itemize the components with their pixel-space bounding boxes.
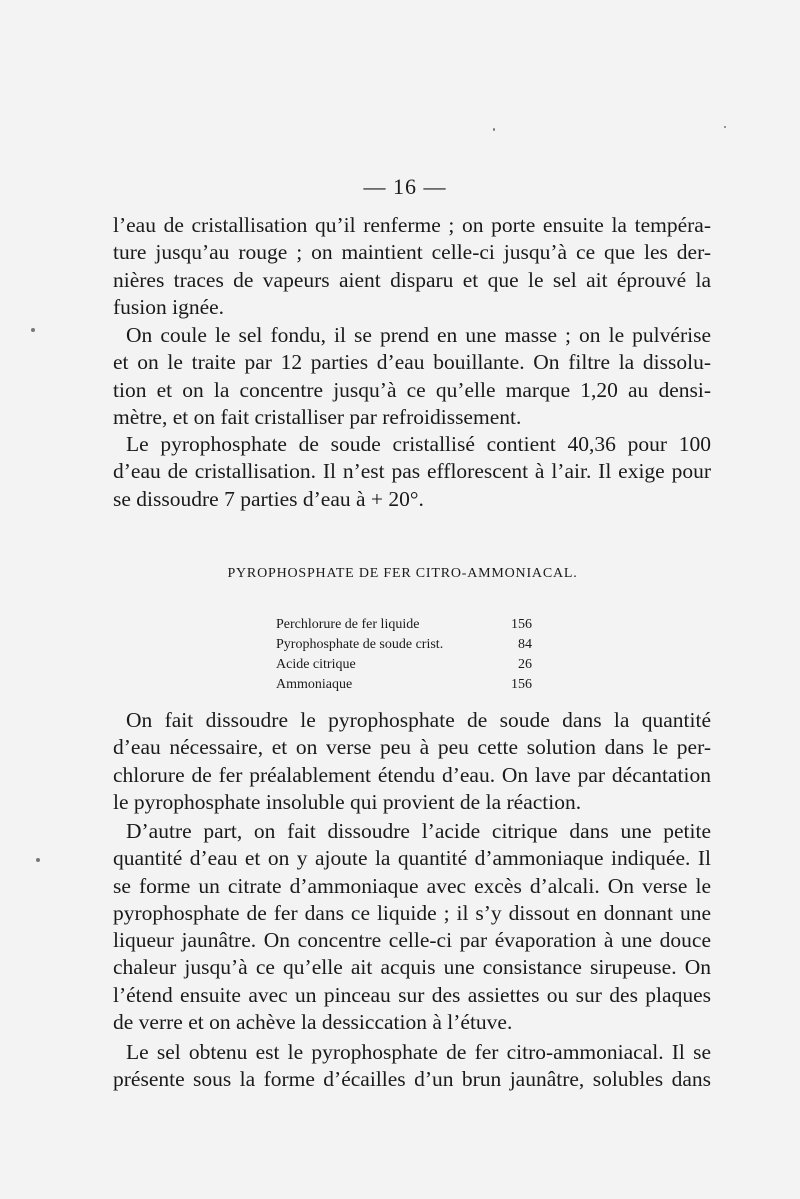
text-line: liqueur jaunâtre. On concentre celle-ci par évaporation à une douce bbox=[113, 928, 711, 953]
text-line: de verre et on achève la dessiccation à l’étuve. bbox=[113, 1010, 513, 1035]
paper-speck bbox=[31, 328, 35, 332]
recipe-row bbox=[276, 675, 546, 695]
paragraph-3 bbox=[113, 431, 711, 513]
text-line: Le pyrophosphate de soude cristallisé contient 40,36 pour 100 bbox=[126, 432, 711, 456]
text-line: d’eau nécessaire, et on verse peu à peu cette solution dans le per- bbox=[113, 735, 711, 760]
text-line: On coule le sel fondu, il se prend en une masse ; on le pulvérise bbox=[126, 323, 711, 347]
text-line: présente sous la forme d’écailles d’un brun jaunâtre, solubles dans bbox=[113, 1067, 711, 1092]
ingredient-name: Acide citrique bbox=[276, 657, 356, 672]
text-line: On fait dissoudre le pyrophosphate de soude dans la quantité bbox=[126, 708, 711, 732]
text-line: tion et on la concentre jusqu’à ce qu’elle marque 1,20 au densi- bbox=[113, 377, 711, 402]
text-line: nières traces de vapeurs aient disparu et que le sel ait éprouvé la bbox=[113, 267, 711, 292]
ingredient-quantity: 26 bbox=[518, 657, 532, 672]
recipe-table bbox=[276, 615, 546, 695]
text-line: quantité d’eau et on y ajoute la quantité d’ammoniaque indiquée. Il bbox=[113, 846, 711, 871]
paragraph-2 bbox=[113, 322, 711, 431]
ingredient-name: Pyrophosphate de soude crist. bbox=[276, 637, 444, 652]
ingredient-name: Ammoniaque bbox=[276, 677, 353, 692]
paper-speck bbox=[493, 128, 495, 131]
text-line: pyrophosphate de fer dans ce liquide ; il s’y dissout en donnant une bbox=[113, 900, 711, 925]
paragraph-6 bbox=[113, 1039, 711, 1094]
text-line: d’eau de cristallisation. Il n’est pas efflorescent à l’air. Il exige pour bbox=[113, 459, 711, 484]
text-line: chlorure de fer préalablement étendu d’eau. On lave par décantation bbox=[113, 762, 711, 787]
recipe-row bbox=[276, 615, 546, 635]
text-line: se forme un citrate d’ammoniaque avec excès d’alcali. On verse le bbox=[113, 873, 711, 898]
recipe-row bbox=[276, 635, 546, 655]
ingredient-name: Perchlorure de fer liquide bbox=[276, 617, 420, 632]
paragraph-4 bbox=[113, 707, 711, 816]
text-line: mètre, et on fait cristalliser par refroidissement. bbox=[113, 404, 522, 429]
text-line: D’autre part, on fait dissoudre l’acide citrique dans une petite bbox=[126, 819, 711, 843]
ingredient-quantity: 156 bbox=[511, 677, 532, 692]
text-line: et on le traite par 12 parties d’eau bouillante. On filtre la dissolu- bbox=[113, 350, 711, 375]
recipe-row bbox=[276, 655, 546, 675]
text-line: l’étend ensuite avec un pinceau sur des assiettes ou sur des plaques bbox=[113, 982, 711, 1007]
ingredient-quantity: 84 bbox=[518, 637, 532, 652]
paper-speck bbox=[36, 858, 40, 862]
ingredient-quantity: 156 bbox=[511, 617, 532, 632]
text-line: chaleur jusqu’à ce qu’elle ait acquis une consistance sirupeuse. On bbox=[113, 955, 711, 980]
text-line: ture jusqu’au rouge ; on maintient celle-ci jusqu’à ce que les der- bbox=[113, 240, 711, 265]
text-line: se dissoudre 7 parties d’eau à + 20°. bbox=[113, 486, 424, 511]
paragraph-1 bbox=[113, 212, 711, 321]
text-line: fusion ignée. bbox=[113, 294, 225, 319]
section-title: PYROPHOSPHATE DE FER CITRO-AMMONIACAL. bbox=[227, 566, 578, 581]
text-line: Le sel obtenu est le pyrophosphate de fer citro-ammoniacal. Il se bbox=[126, 1040, 711, 1064]
paragraph-5 bbox=[113, 818, 711, 1036]
text-line: l’eau de cristallisation qu’il renferme ; on porte ensuite la tempéra- bbox=[113, 213, 711, 237]
text-line: le pyrophosphate insoluble qui provient de la réaction. bbox=[113, 789, 582, 814]
page-number: — 16 — bbox=[363, 174, 447, 199]
paper-speck bbox=[724, 126, 726, 128]
